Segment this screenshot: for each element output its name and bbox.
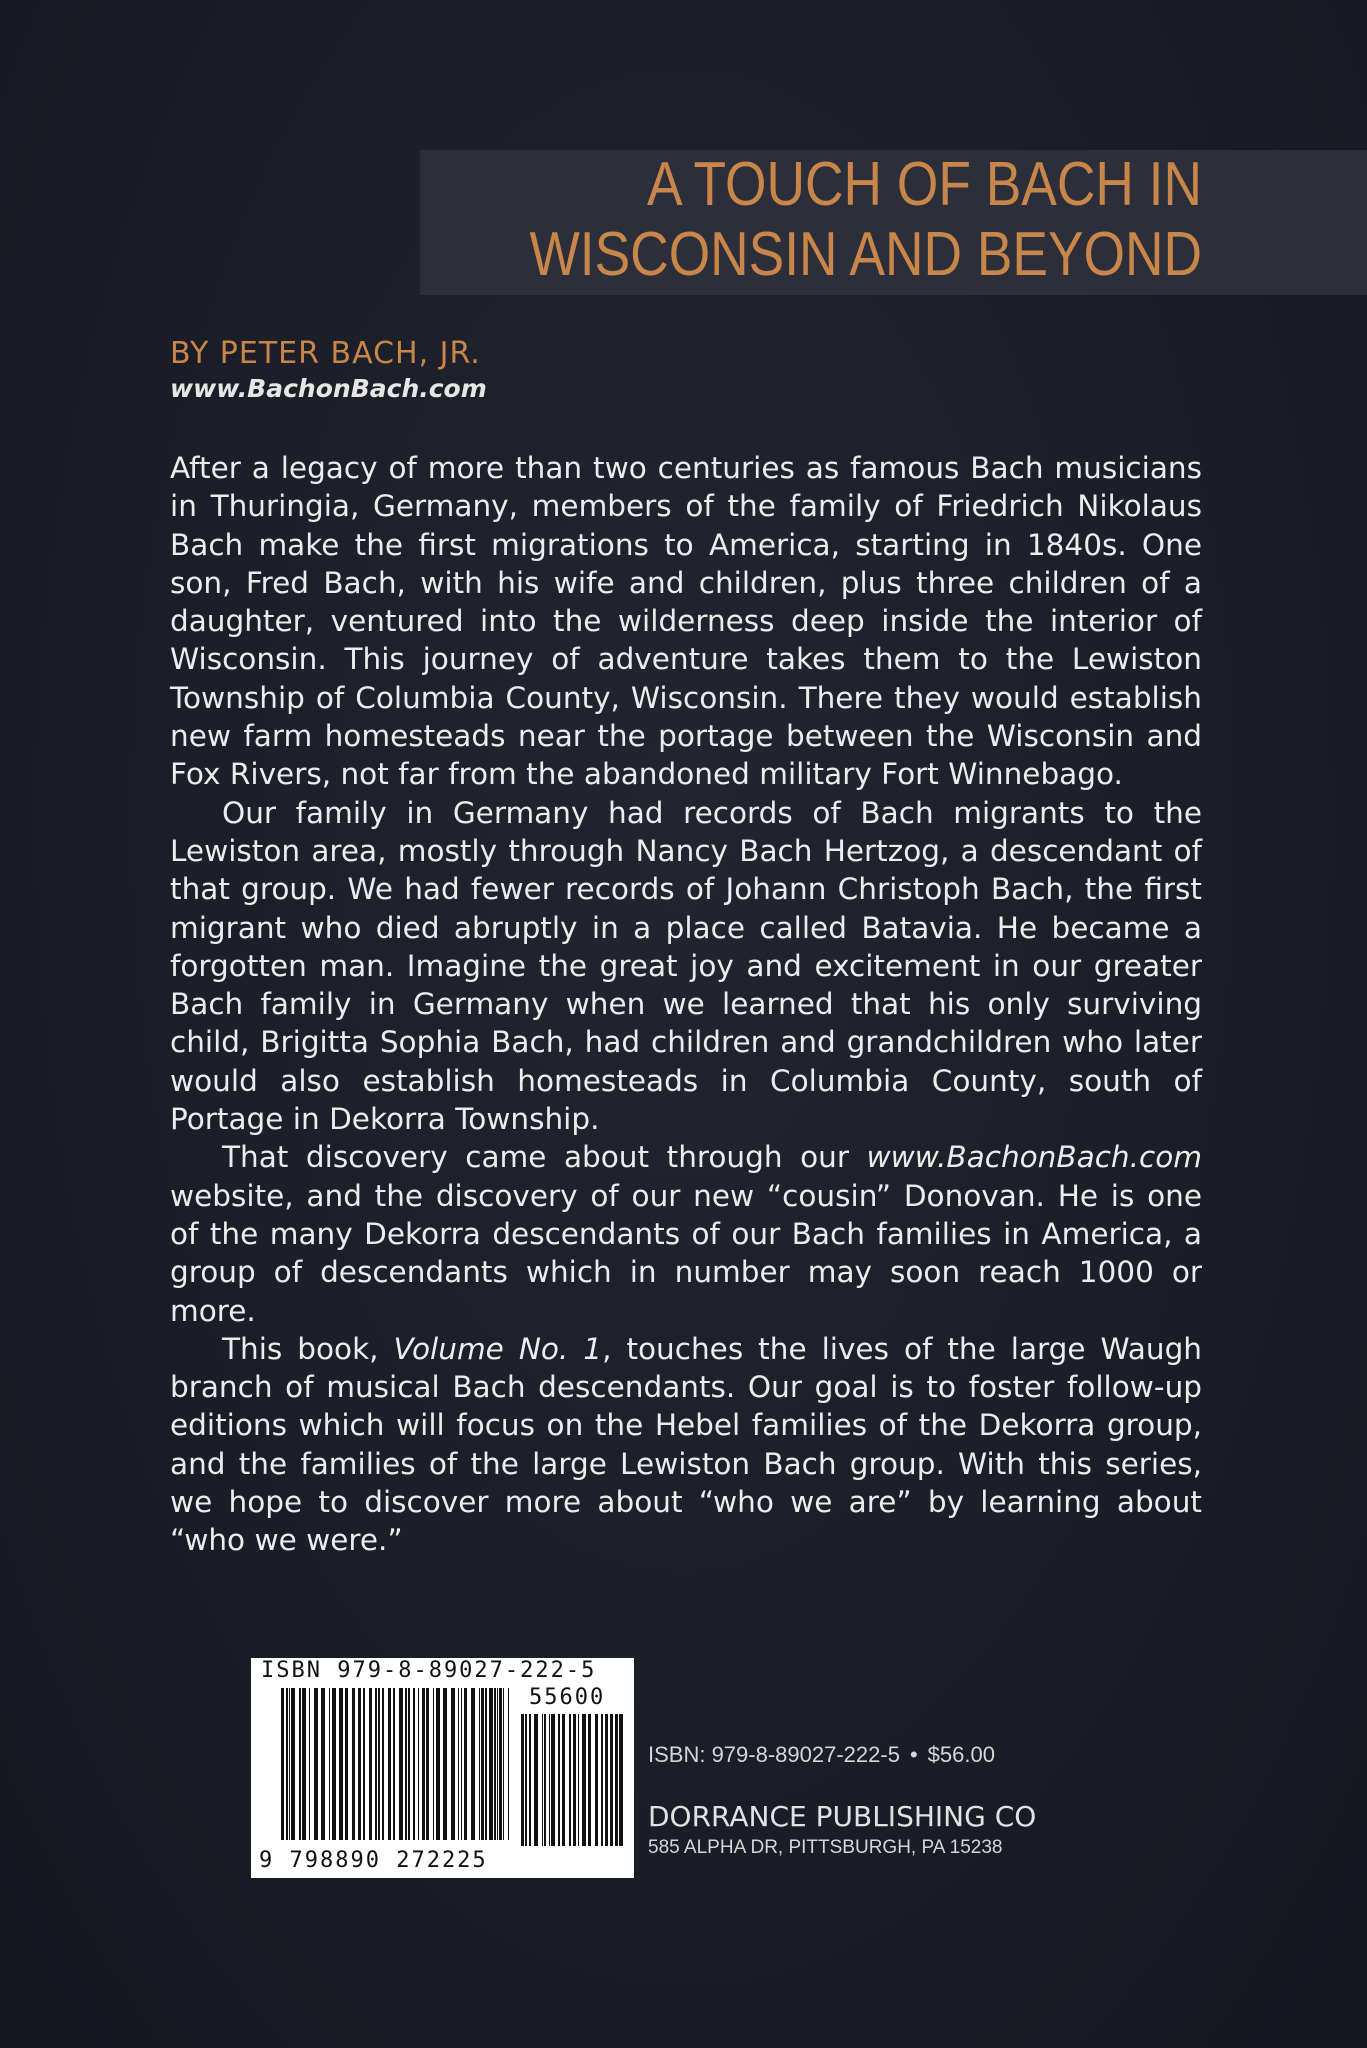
barcode-bar [464,1688,467,1840]
barcode-bar [436,1688,440,1840]
barcode-bar [443,1688,447,1840]
barcode-bar [281,1688,284,1840]
barcode-bar [461,1688,462,1840]
barcode-bar [345,1688,348,1840]
blurb-website-mention: www.BachonBach.com [866,1140,1202,1175]
blurb-p4-start: This book, [222,1331,394,1366]
barcode-bar [534,1714,538,1846]
barcode-bar [481,1688,484,1840]
blurb-p3-start: That discovery came about through our [222,1140,867,1175]
barcode-bar [562,1714,565,1846]
barcode-isbn-text: ISBN 979-8-89027-222-5 [261,1658,597,1683]
isbn-price-line [648,1742,995,1768]
barcode-bar [471,1688,475,1840]
barcode-bar [503,1688,504,1840]
barcode-bar [426,1688,429,1840]
blurb-paragraph-2: Our family in Germany had records of Bach migrants to the Lewiston area, mostly through Nancy Bach Hertzog, a descendant of that group. We had fewer records of Johann Christoph Bach, the first migrant who died abruptly in a place called Batavia. He became a forgotten man. Imagine the great joy and excitement in our greater Bach family in Germany when we learned that his only surviving child, Brigitta Sophia Bach, had children and grandchildren who later would also establish homesteads in Columbia County, south of Portage in Dekorra Township. [170,795,1202,1137]
publisher-name: DORRANCE PUBLISHING CO [648,1800,1037,1833]
blurb-paragraph-3 [170,1138,1202,1329]
blurb [170,449,1202,1560]
barcode-bar [418,1688,419,1840]
barcode-bar [551,1714,555,1846]
blurb-p4-end: , touches the lives of the large Waugh branch of musical Bach descendants. Our goal is to foster follow-up editions which will focus on the Hebel families of the Dekorra group, and the families of the large Lewiston Bach group. With this series, we hope to discover more about “who we are” by learning about “who we were.” [170,1331,1202,1558]
barcode-bar [363,1688,365,1840]
barcode-bar [352,1688,355,1840]
barcode-bar [358,1688,361,1840]
barcode-bar [494,1688,496,1840]
barcode-bar [413,1688,415,1840]
barcode-bar [489,1688,493,1840]
barcode-bars-addon [521,1714,624,1846]
barcode-bar [542,1714,543,1846]
barcode-bar [302,1688,306,1840]
barcode-bar [299,1688,301,1840]
barcode-bar [382,1688,384,1840]
barcode-bar [451,1688,455,1840]
blurb-paragraph-4 [170,1330,1202,1560]
barcode-bar [309,1688,310,1840]
barcode-bar [508,1688,509,1840]
price: $56.00 [927,1742,995,1767]
barcode-bar [405,1688,407,1840]
barcode-bar [525,1714,527,1846]
barcode-bar [339,1688,343,1840]
author-website: www.BachonBach.com [170,374,487,403]
barcode-bar [549,1714,550,1846]
barcode-bar [321,1688,325,1840]
barcode-bar [399,1688,403,1840]
barcode-bar [375,1688,377,1840]
barcode-bar [291,1688,295,1840]
barcode-bar [388,1688,391,1840]
blurb-p3-end: website, and the discovery of our new “cousin” Donovan. He is one of the many Dekorra descendants of our Bach families in America, a group of descendants which in number may soon reach 1000 or more. [170,1178,1202,1328]
barcode-bar [619,1714,623,1846]
blurb-volume-title: Volume No. 1 [393,1331,603,1366]
barcode-bar [610,1714,613,1846]
publisher-address: 585 ALPHA DR, PITTSBURGH, PA 15238 [648,1837,1003,1858]
barcode-digits: 9 798890 272225 [259,1848,488,1873]
barcode-bar [497,1688,498,1840]
barcode-bar [558,1714,560,1846]
barcode-bar [329,1688,330,1840]
barcode-bar [332,1688,336,1840]
blurb-paragraph-1: After a legacy of more than two centuries as famous Bach musicians in Thuringia, Germany, members of the family of Friedrich Nikolaus Bach make the first migrations to America, starting in 1840s. One son, Fred Bach, with his wife and children, plus three children of a daughter, ventured into the wilderness deep inside the interior of Wisconsin. This journey of adventure takes them to the Lewiston Township of Columbia County, Wisconsin. There they would establish new farm homesteads near the portage between the Wisconsin and Fox Rivers, not far from the abandoned military Fort Winnebago. [170,451,1202,792]
barcode-bar [289,1688,290,1840]
barcode-bar [588,1714,591,1846]
barcode-bar [458,1688,459,1840]
barcode-bar [615,1714,618,1846]
barcode-bar [408,1688,410,1840]
barcode-bar [314,1688,318,1840]
barcode-bar [521,1714,524,1846]
barcode-bar [286,1688,288,1840]
barcode-bar [569,1714,571,1846]
barcode-bar [378,1688,380,1840]
barcode-bar [485,1688,487,1840]
barcode-bar [393,1688,395,1840]
barcode-bar [529,1714,531,1846]
book-title [529,150,1202,290]
barcode-bar [499,1688,502,1840]
author-byline: BY PETER BACH, JR. [170,336,481,371]
barcode-bar [544,1714,546,1846]
barcode-price-code: 55600 [529,1685,606,1710]
barcode-bar [582,1714,586,1846]
barcode-bar [601,1714,603,1846]
separator-dot: • [909,1742,918,1767]
isbn-number: ISBN: 979-8-89027-222-5 [648,1742,900,1767]
barcode-bar [479,1688,480,1840]
barcode-bar [433,1688,434,1840]
barcode-bar [605,1714,608,1846]
barcode-bar [578,1714,579,1846]
book-title-line-1: A TOUCH OF BACH IN [646,150,1202,219]
book-title-line-2: WISCONSIN AND BEYOND [529,220,1202,289]
barcode-bar [595,1714,598,1846]
isbn-barcode [251,1658,634,1878]
barcode-bar [422,1688,425,1840]
barcode-bar [369,1688,372,1840]
barcode-bars-main [281,1688,511,1840]
barcode-bar [573,1714,576,1846]
